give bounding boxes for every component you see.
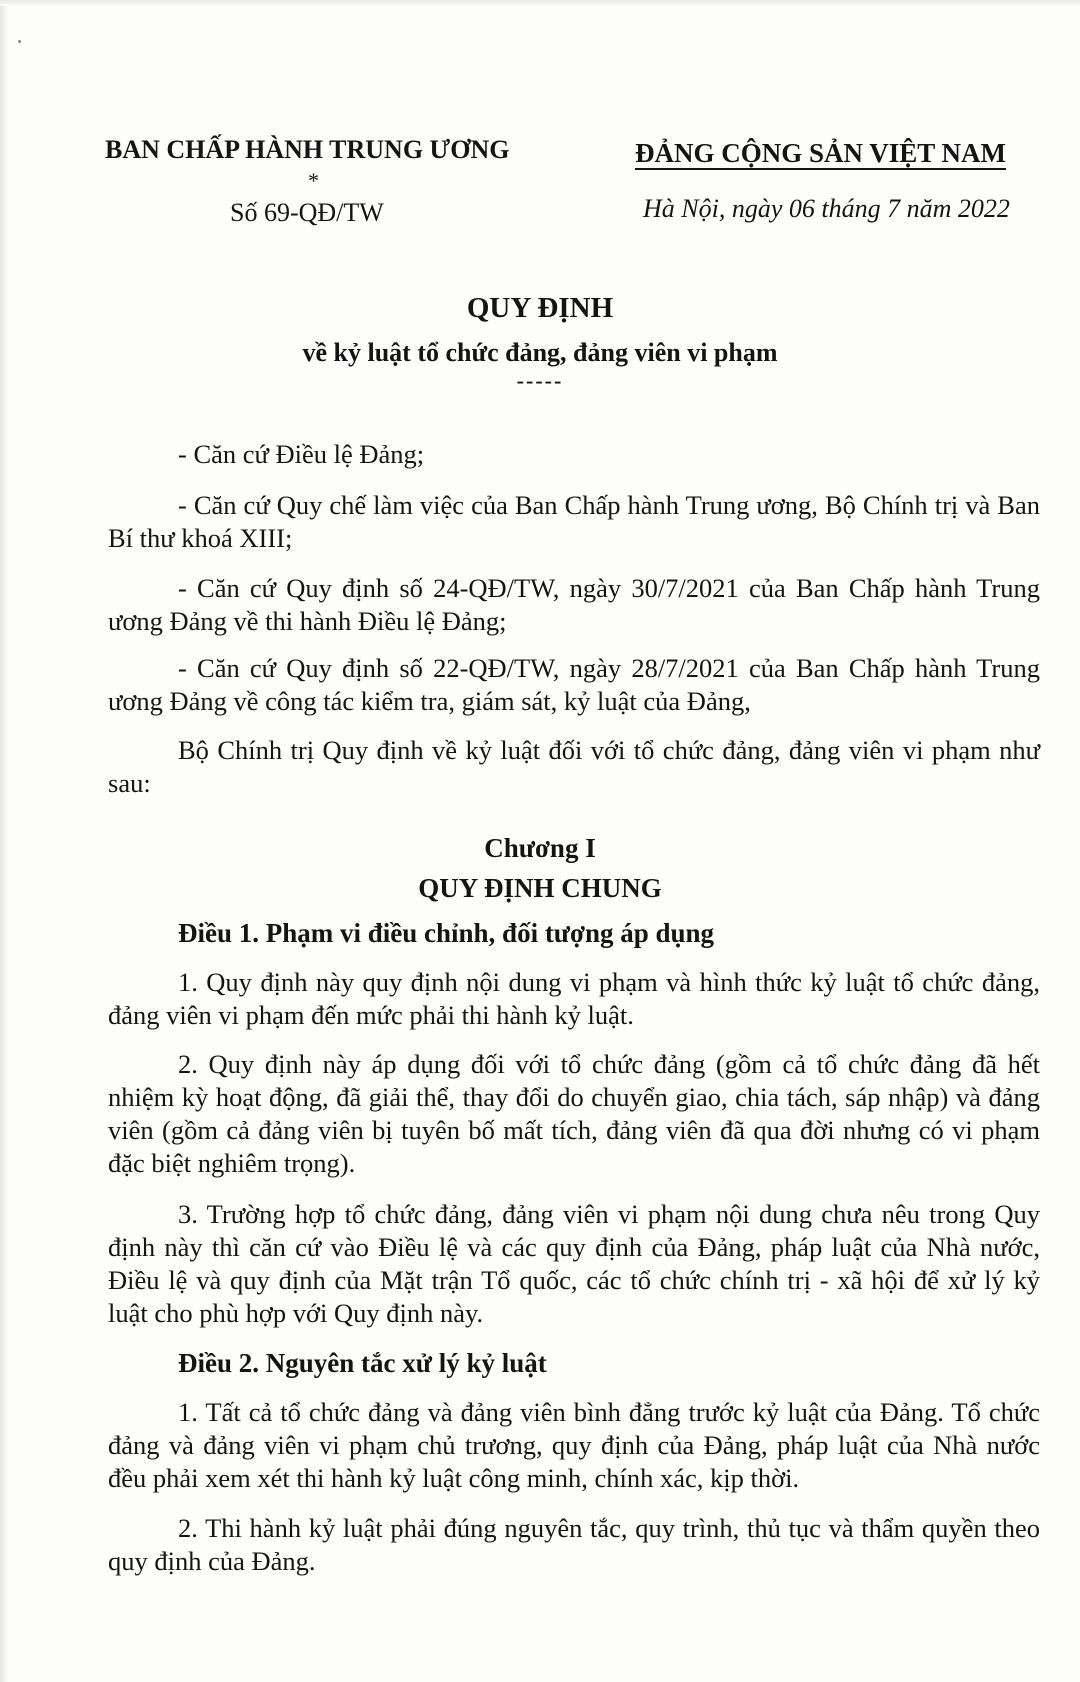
basis-3: - Căn cứ Quy định số 24-QĐ/TW, ngày 30/7/2021 của Ban Chấp hành Trung ương Đảng về thi hành Điều lệ Đảng; bbox=[108, 573, 1040, 636]
scan-speck bbox=[18, 40, 21, 43]
article-1-clause-2: 2. Quy định này áp dụng đối với tổ chức đảng (gồm cả tổ chức đảng đã hết nhiệm kỳ hoạt động, đã giải thể, thay đổi do chuyển giao, chia tách, sáp nhập) và đảng viên (gồm cả đảng viên bị tuyên bố mất tích, đảng viên đã qua đời nhưng có vi phạm đặc biệt nghiêm trọng). bbox=[108, 1049, 1040, 1178]
place-date: Hà Nội, ngày 06 tháng 7 năm 2022 bbox=[643, 194, 1010, 223]
document-subtitle: về kỷ luật tổ chức đảng, đảng viên vi phạm bbox=[302, 338, 778, 367]
document-number: Số 69-QĐ/TW bbox=[230, 198, 384, 227]
document-title: QUY ĐỊNH bbox=[466, 292, 614, 324]
preamble: Bộ Chính trị Quy định về kỷ luật đối với tổ chức đảng, đảng viên vi phạm như sau: bbox=[108, 735, 1040, 798]
article-2-heading: Điều 2. Nguyên tắc xử lý kỷ luật bbox=[178, 1348, 547, 1378]
basis-2: - Căn cứ Quy chế làm việc của Ban Chấp hành Trung ương, Bộ Chính trị và Ban Bí thư khoá XIII; bbox=[108, 490, 1040, 553]
title-rule: ----- bbox=[516, 368, 564, 393]
chapter-label: Chương I bbox=[484, 833, 596, 863]
chapter-title: QUY ĐỊNH CHUNG bbox=[418, 873, 662, 903]
article-1-heading: Điều 1. Phạm vi điều chỉnh, đối tượng áp dụng bbox=[178, 918, 715, 948]
article-1-clause-3: 3. Trường hợp tổ chức đảng, đảng viên vi phạm nội dung chưa nêu trong Quy định này thì căn cứ vào Điều lệ và các quy định của Đảng, pháp luật của Nhà nước, Điều lệ và quy định của Mặt trận Tổ quốc, các tổ chức chính trị - xã hội để xử lý kỷ luật cho phù hợp với Quy định này. bbox=[108, 1199, 1040, 1328]
header-star: * bbox=[308, 168, 319, 193]
article-2-clause-2: 2. Thi hành kỷ luật phải đúng nguyên tắc, quy trình, thủ tục và thẩm quyền theo quy định của Đảng. bbox=[108, 1513, 1040, 1576]
issuing-body: BAN CHẤP HÀNH TRUNG ƯƠNG bbox=[105, 135, 510, 164]
basis-1: - Căn cứ Điều lệ Đảng; bbox=[178, 439, 425, 469]
basis-4: - Căn cứ Quy định số 22-QĐ/TW, ngày 28/7/2021 của Ban Chấp hành Trung ương Đảng về công tác kiểm tra, giám sát, kỷ luật của Đảng, bbox=[108, 653, 1040, 716]
party-name: ĐẢNG CỘNG SẢN VIỆT NAM bbox=[635, 138, 1007, 168]
article-1-clause-1: 1. Quy định này quy định nội dung vi phạm và hình thức kỷ luật tổ chức đảng, đảng viên vi phạm đến mức phải thi hành kỷ luật. bbox=[108, 967, 1040, 1030]
article-2-clause-1: 1. Tất cả tổ chức đảng và đảng viên bình đẳng trước kỷ luật của Đảng. Tổ chức đảng và đảng viên vi phạm chủ trương, quy định của Đảng, pháp luật của Nhà nước đều phải xem xét thi hành kỷ luật công minh, chính xác, kịp thời. bbox=[108, 1397, 1040, 1493]
scan-edge-top bbox=[0, 0, 1080, 6]
